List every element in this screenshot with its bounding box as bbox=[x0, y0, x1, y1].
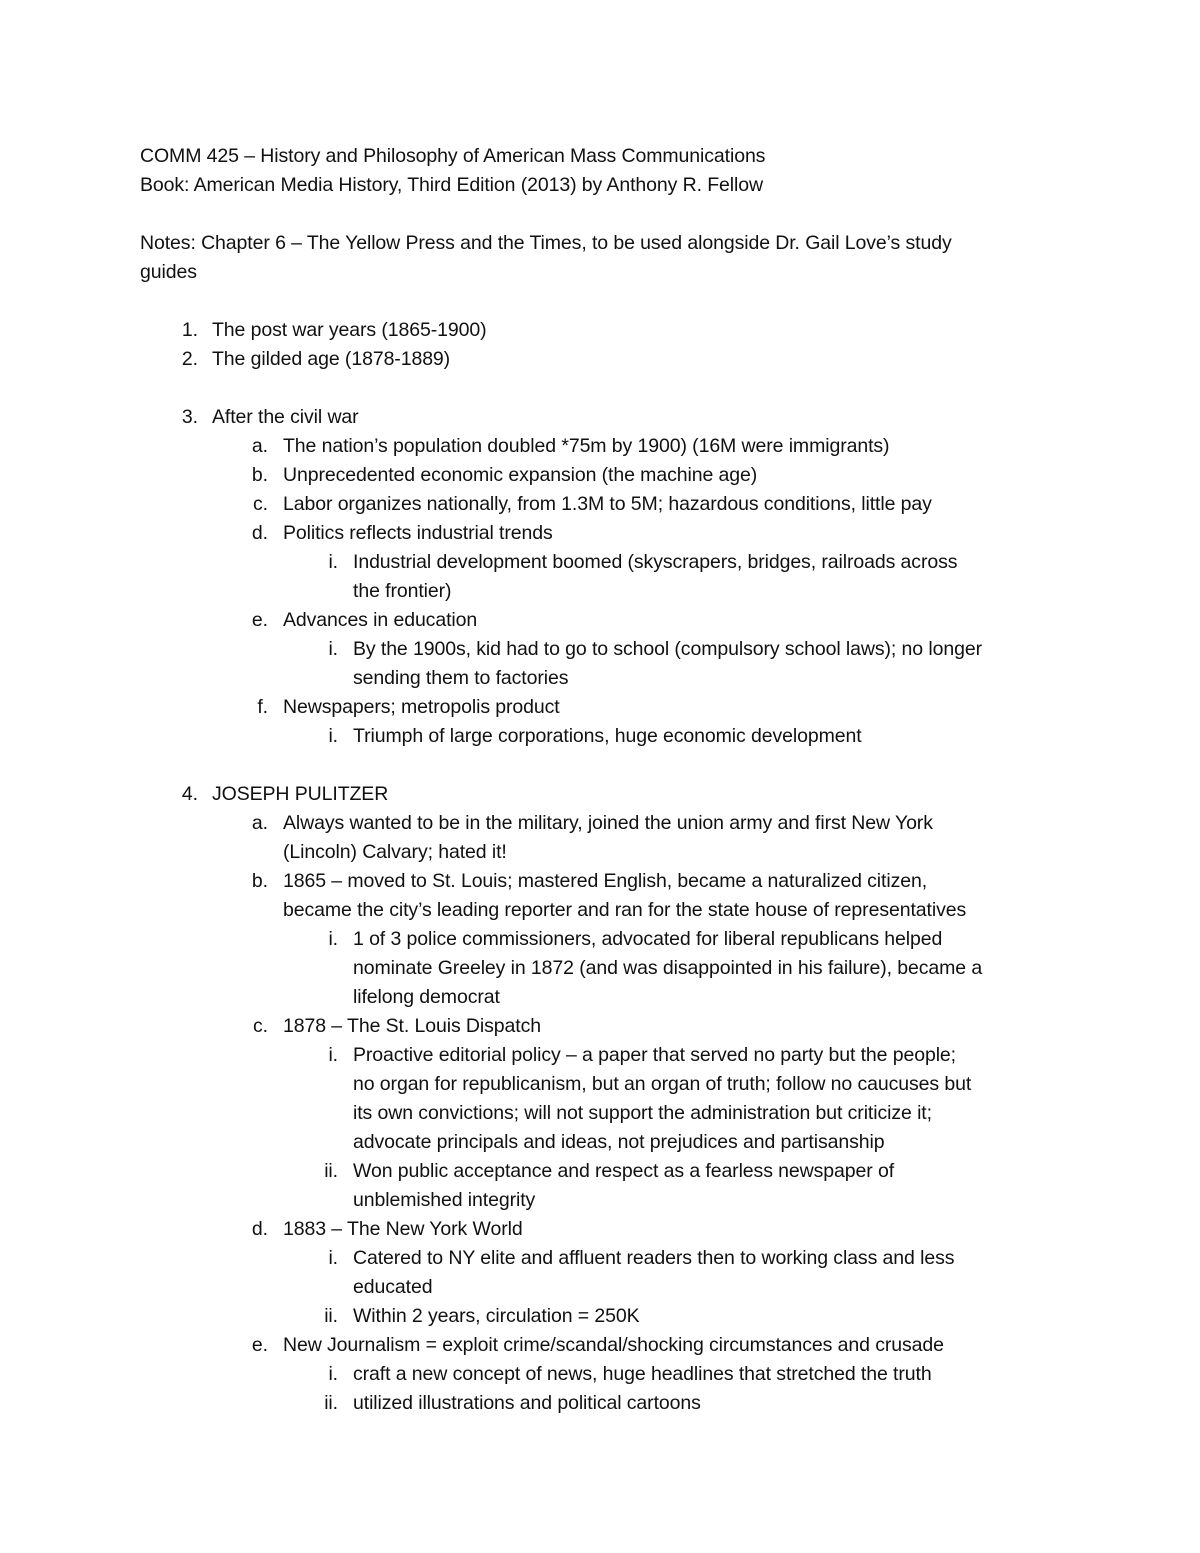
list-marker: e. bbox=[251, 1334, 268, 1356]
list-marker: i. bbox=[328, 928, 338, 950]
list-item-text: became the city’s leading reporter and ran for the state house of representatives bbox=[283, 899, 967, 921]
outline-item-level-3 bbox=[140, 1244, 1070, 1302]
list-marker: d. bbox=[251, 522, 268, 544]
list-item-text: utilized illustrations and political cartoons bbox=[353, 1392, 701, 1414]
list-marker: i. bbox=[328, 638, 338, 660]
list-item-text: no organ for republicanism, but an organ of truth; follow no caucuses but bbox=[353, 1073, 972, 1095]
outline-item-level-3 bbox=[140, 635, 1070, 693]
outline-item-level-3 bbox=[140, 1360, 1070, 1389]
list-marker: i. bbox=[328, 1363, 338, 1385]
list-item-text: the frontier) bbox=[353, 580, 452, 602]
list-item-text: Proactive editorial policy – a paper that served no party but the people; bbox=[353, 1044, 956, 1066]
list-item-text: (Lincoln) Calvary; hated it! bbox=[283, 841, 507, 863]
list-marker: ii. bbox=[324, 1392, 338, 1414]
outline-item-level-2 bbox=[140, 432, 1070, 461]
list-marker: 2. bbox=[181, 348, 198, 370]
list-item-text: Won public acceptance and respect as a fearless newspaper of bbox=[353, 1160, 895, 1182]
book-reference: Book: American Media History, Third Edition (2013) by Anthony R. Fellow bbox=[140, 174, 763, 196]
list-item-text: Unprecedented economic expansion (the machine age) bbox=[283, 464, 758, 486]
list-item-text: unblemished integrity bbox=[353, 1189, 536, 1211]
list-marker: b. bbox=[251, 870, 268, 892]
spacer bbox=[140, 751, 1070, 780]
notes-heading-line-1: Notes: Chapter 6 – The Yellow Press and the Times, to be used alongside Dr. Gail Love’s study bbox=[140, 232, 952, 254]
outline-item-level-1 bbox=[140, 345, 1070, 374]
spacer bbox=[140, 200, 1070, 229]
list-item-text: its own convictions; will not support the administration but criticize it; bbox=[353, 1102, 932, 1124]
list-item-text: 1878 – The St. Louis Dispatch bbox=[283, 1015, 541, 1037]
outline-item-level-3 bbox=[140, 722, 1070, 751]
list-item-text: craft a new concept of news, huge headlines that stretched the truth bbox=[353, 1363, 932, 1385]
list-item-text: sending them to factories bbox=[353, 667, 569, 689]
outline-item-level-2 bbox=[140, 1331, 1070, 1360]
list-item-text: New Journalism = exploit crime/scandal/shocking circumstances and crusade bbox=[283, 1334, 944, 1356]
list-item-text: Triumph of large corporations, huge economic development bbox=[353, 725, 862, 747]
list-item-text: Politics reflects industrial trends bbox=[283, 522, 553, 544]
outline-item-level-2 bbox=[140, 809, 1070, 867]
outline-item-level-1 bbox=[140, 316, 1070, 345]
list-item-text: The nation’s population doubled *75m by 1900) (16M were immigrants) bbox=[283, 435, 890, 457]
list-item-text: Newspapers; metropolis product bbox=[283, 696, 560, 718]
list-item-text: Industrial development boomed (skyscrapers, bridges, railroads across bbox=[353, 551, 958, 573]
spacer bbox=[140, 374, 1070, 403]
course-title: COMM 425 – History and Philosophy of American Mass Communications bbox=[140, 145, 766, 167]
list-item-text: lifelong democrat bbox=[353, 986, 500, 1008]
list-item-text: Catered to NY elite and affluent readers then to working class and less bbox=[353, 1247, 955, 1269]
document-content bbox=[140, 142, 1070, 1418]
outline-item-level-3 bbox=[140, 1302, 1070, 1331]
list-item-text: The gilded age (1878-1889) bbox=[212, 348, 451, 370]
outline-item-level-1 bbox=[140, 403, 1070, 432]
list-item-text: educated bbox=[353, 1276, 433, 1298]
outline-item-level-2 bbox=[140, 519, 1070, 548]
spacer bbox=[140, 287, 1070, 316]
list-item-text: By the 1900s, kid had to go to school (compulsory school laws); no longer bbox=[353, 638, 982, 660]
notes-heading-line-2: guides bbox=[140, 261, 197, 283]
outline-item-level-2 bbox=[140, 606, 1070, 635]
list-marker: ii. bbox=[324, 1305, 338, 1327]
outline-item-level-3 bbox=[140, 1389, 1070, 1418]
list-marker: c. bbox=[253, 1015, 268, 1037]
list-item-text: After the civil war bbox=[212, 406, 359, 428]
list-item-text: 1865 – moved to St. Louis; mastered English, became a naturalized citizen, bbox=[283, 870, 928, 892]
list-marker: b. bbox=[251, 464, 268, 486]
list-marker: a. bbox=[251, 812, 268, 834]
list-item-text: JOSEPH PULITZER bbox=[212, 783, 389, 805]
outline-item-level-2 bbox=[140, 490, 1070, 519]
list-item-text: Advances in education bbox=[283, 609, 478, 631]
list-item-text: 1 of 3 police commissioners, advocated for liberal republicans helped bbox=[353, 928, 943, 950]
outline-item-level-2 bbox=[140, 693, 1070, 722]
outline-item-level-2 bbox=[140, 461, 1070, 490]
outline-item-level-3 bbox=[140, 1157, 1070, 1215]
list-marker: 3. bbox=[181, 406, 198, 428]
list-marker: d. bbox=[251, 1218, 268, 1240]
list-item-text: 1883 – The New York World bbox=[283, 1218, 523, 1240]
list-marker: i. bbox=[328, 725, 338, 747]
outline-item-level-3 bbox=[140, 1041, 1070, 1157]
list-marker: i. bbox=[328, 1247, 338, 1269]
list-item-text: nominate Greeley in 1872 (and was disappointed in his failure), became a bbox=[353, 957, 983, 979]
outline-item-level-2 bbox=[140, 1012, 1070, 1041]
list-marker: i. bbox=[328, 1044, 338, 1066]
outline-item-level-2 bbox=[140, 867, 1070, 925]
list-marker: 4. bbox=[181, 783, 198, 805]
list-item-text: Labor organizes nationally, from 1.3M to 5M; hazardous conditions, little pay bbox=[283, 493, 932, 515]
outline-item-level-3 bbox=[140, 925, 1070, 1012]
list-item-text: Always wanted to be in the military, joined the union army and first New York bbox=[283, 812, 933, 834]
list-item-text: Within 2 years, circulation = 250K bbox=[353, 1305, 640, 1327]
list-item-text: advocate principals and ideas, not prejudices and partisanship bbox=[353, 1131, 885, 1153]
outline-item-level-1 bbox=[140, 780, 1070, 809]
list-marker: i. bbox=[328, 551, 338, 573]
list-marker: c. bbox=[253, 493, 268, 515]
outline-item-level-3 bbox=[140, 548, 1070, 606]
list-marker: a. bbox=[251, 435, 268, 457]
list-item-text: The post war years (1865-1900) bbox=[212, 319, 487, 341]
outline-list bbox=[140, 316, 1070, 1418]
list-marker: ii. bbox=[324, 1160, 338, 1182]
list-marker: 1. bbox=[181, 319, 198, 341]
list-marker: e. bbox=[251, 609, 268, 631]
list-marker: f. bbox=[257, 696, 268, 718]
outline-item-level-2 bbox=[140, 1215, 1070, 1244]
